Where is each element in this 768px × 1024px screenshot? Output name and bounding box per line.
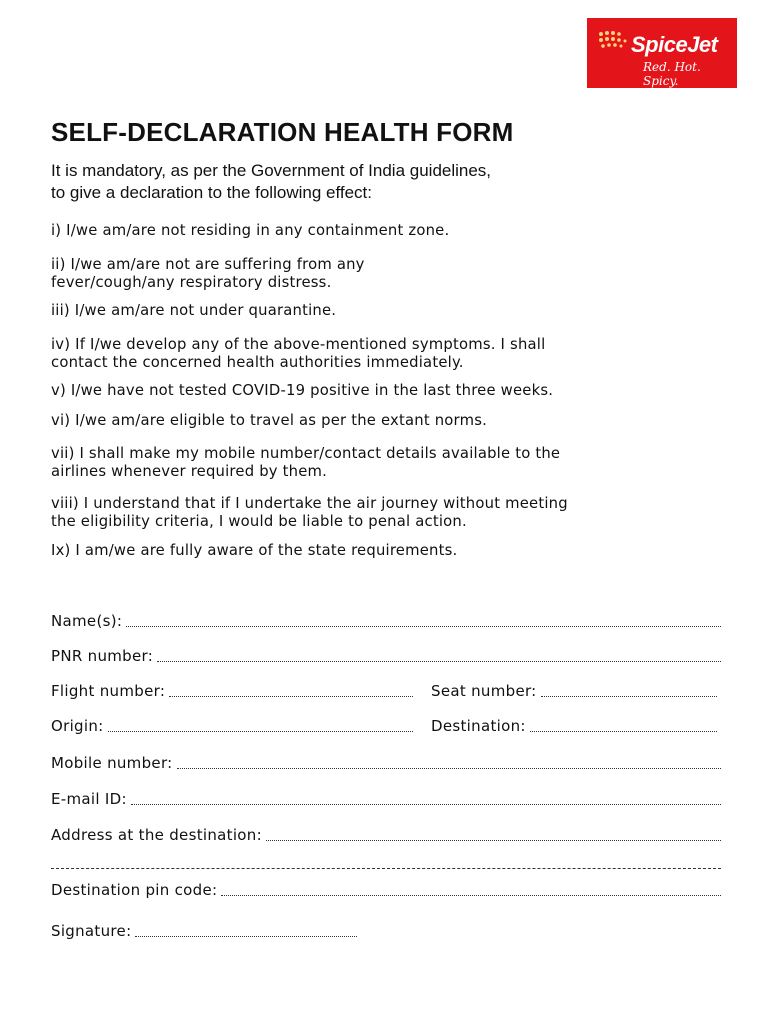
spicejet-logo: [587, 18, 737, 88]
declaration-line: i) I/we am/are not residing in any containment zone.: [51, 222, 450, 239]
declaration-item: [51, 445, 731, 481]
declaration-line: vii) I shall make my mobile number/contact details available to the: [51, 445, 561, 462]
address-second-line[interactable]: [51, 868, 721, 869]
declaration-line: viii) I understand that if I undertake the air journey without meeting: [51, 495, 568, 512]
signature-label: Signature:: [51, 922, 132, 940]
intro-text: [51, 160, 671, 204]
declaration-line: contact the concerned health authorities immediately.: [51, 354, 464, 371]
declaration-line: vi) I/we am/are eligible to travel as per the extant norms.: [51, 412, 488, 429]
declaration-item: [51, 302, 731, 320]
pin-code-label: Destination pin code:: [51, 881, 218, 899]
declaration-line: v) I/we have not tested COVID-19 positive in the last three weeks.: [51, 382, 554, 399]
mobile-label: Mobile number:: [51, 754, 173, 772]
email-input-line[interactable]: [131, 804, 721, 805]
seat-number-input-line[interactable]: [541, 696, 717, 697]
declaration-line: the eligibility criteria, I would be liable to penal action.: [51, 513, 467, 530]
origin-label: Origin:: [51, 717, 104, 735]
intro-line: It is mandatory, as per the Government of India guidelines,: [51, 161, 492, 180]
flight-number-field[interactable]: [51, 682, 413, 700]
pin-code-field[interactable]: [51, 881, 721, 899]
mobile-field[interactable]: [51, 754, 721, 772]
destination-label: Destination:: [431, 717, 526, 735]
email-field[interactable]: [51, 790, 721, 808]
signature-input-line[interactable]: [135, 936, 357, 937]
declaration-line: fever/cough/any respiratory distress.: [51, 274, 332, 291]
origin-input-line[interactable]: [108, 731, 414, 732]
logo-tagline: Red. Hot. Spicy.: [643, 60, 701, 88]
declaration-item: [51, 412, 731, 430]
declaration-item: [51, 542, 731, 560]
address-input-line[interactable]: [266, 840, 721, 841]
pin-code-input-line[interactable]: [221, 895, 721, 896]
spice-dots-icon: [597, 30, 631, 52]
names-input-line[interactable]: [126, 626, 721, 627]
mobile-input-line[interactable]: [177, 768, 721, 769]
declaration-line: airlines whenever required by them.: [51, 463, 328, 480]
logo-brand: SpiceJet: [631, 32, 718, 57]
pnr-label: PNR number:: [51, 647, 154, 665]
form-title: SELF-DECLARATION HEALTH FORM: [51, 117, 514, 147]
address-field[interactable]: [51, 826, 721, 844]
declaration-item: [51, 382, 731, 400]
declaration-item: [51, 256, 731, 292]
flight-number-label: Flight number:: [51, 682, 166, 700]
destination-input-line[interactable]: [530, 731, 717, 732]
destination-field[interactable]: [431, 717, 717, 735]
origin-field[interactable]: [51, 717, 413, 735]
seat-number-field[interactable]: [431, 682, 717, 700]
declaration-item: [51, 222, 731, 240]
intro-line: to give a declaration to the following effect:: [51, 183, 372, 202]
names-field[interactable]: [51, 612, 721, 630]
declaration-item: [51, 336, 731, 372]
declaration-line: Ix) I am/we are fully aware of the state requirements.: [51, 542, 458, 559]
pnr-field[interactable]: [51, 647, 721, 665]
names-label: Name(s):: [51, 612, 123, 630]
declaration-item: [51, 495, 731, 531]
flight-number-input-line[interactable]: [169, 696, 413, 697]
declaration-line: ii) I/we am/are not are suffering from any: [51, 256, 365, 273]
pnr-input-line[interactable]: [157, 661, 721, 662]
seat-number-label: Seat number:: [431, 682, 537, 700]
address-label: Address at the destination:: [51, 826, 262, 844]
declaration-line: iii) I/we am/are not under quarantine.: [51, 302, 337, 319]
signature-field[interactable]: [51, 922, 357, 940]
declaration-line: iv) If I/we develop any of the above-mentioned symptoms. I shall: [51, 336, 546, 353]
email-label: E-mail ID:: [51, 790, 127, 808]
